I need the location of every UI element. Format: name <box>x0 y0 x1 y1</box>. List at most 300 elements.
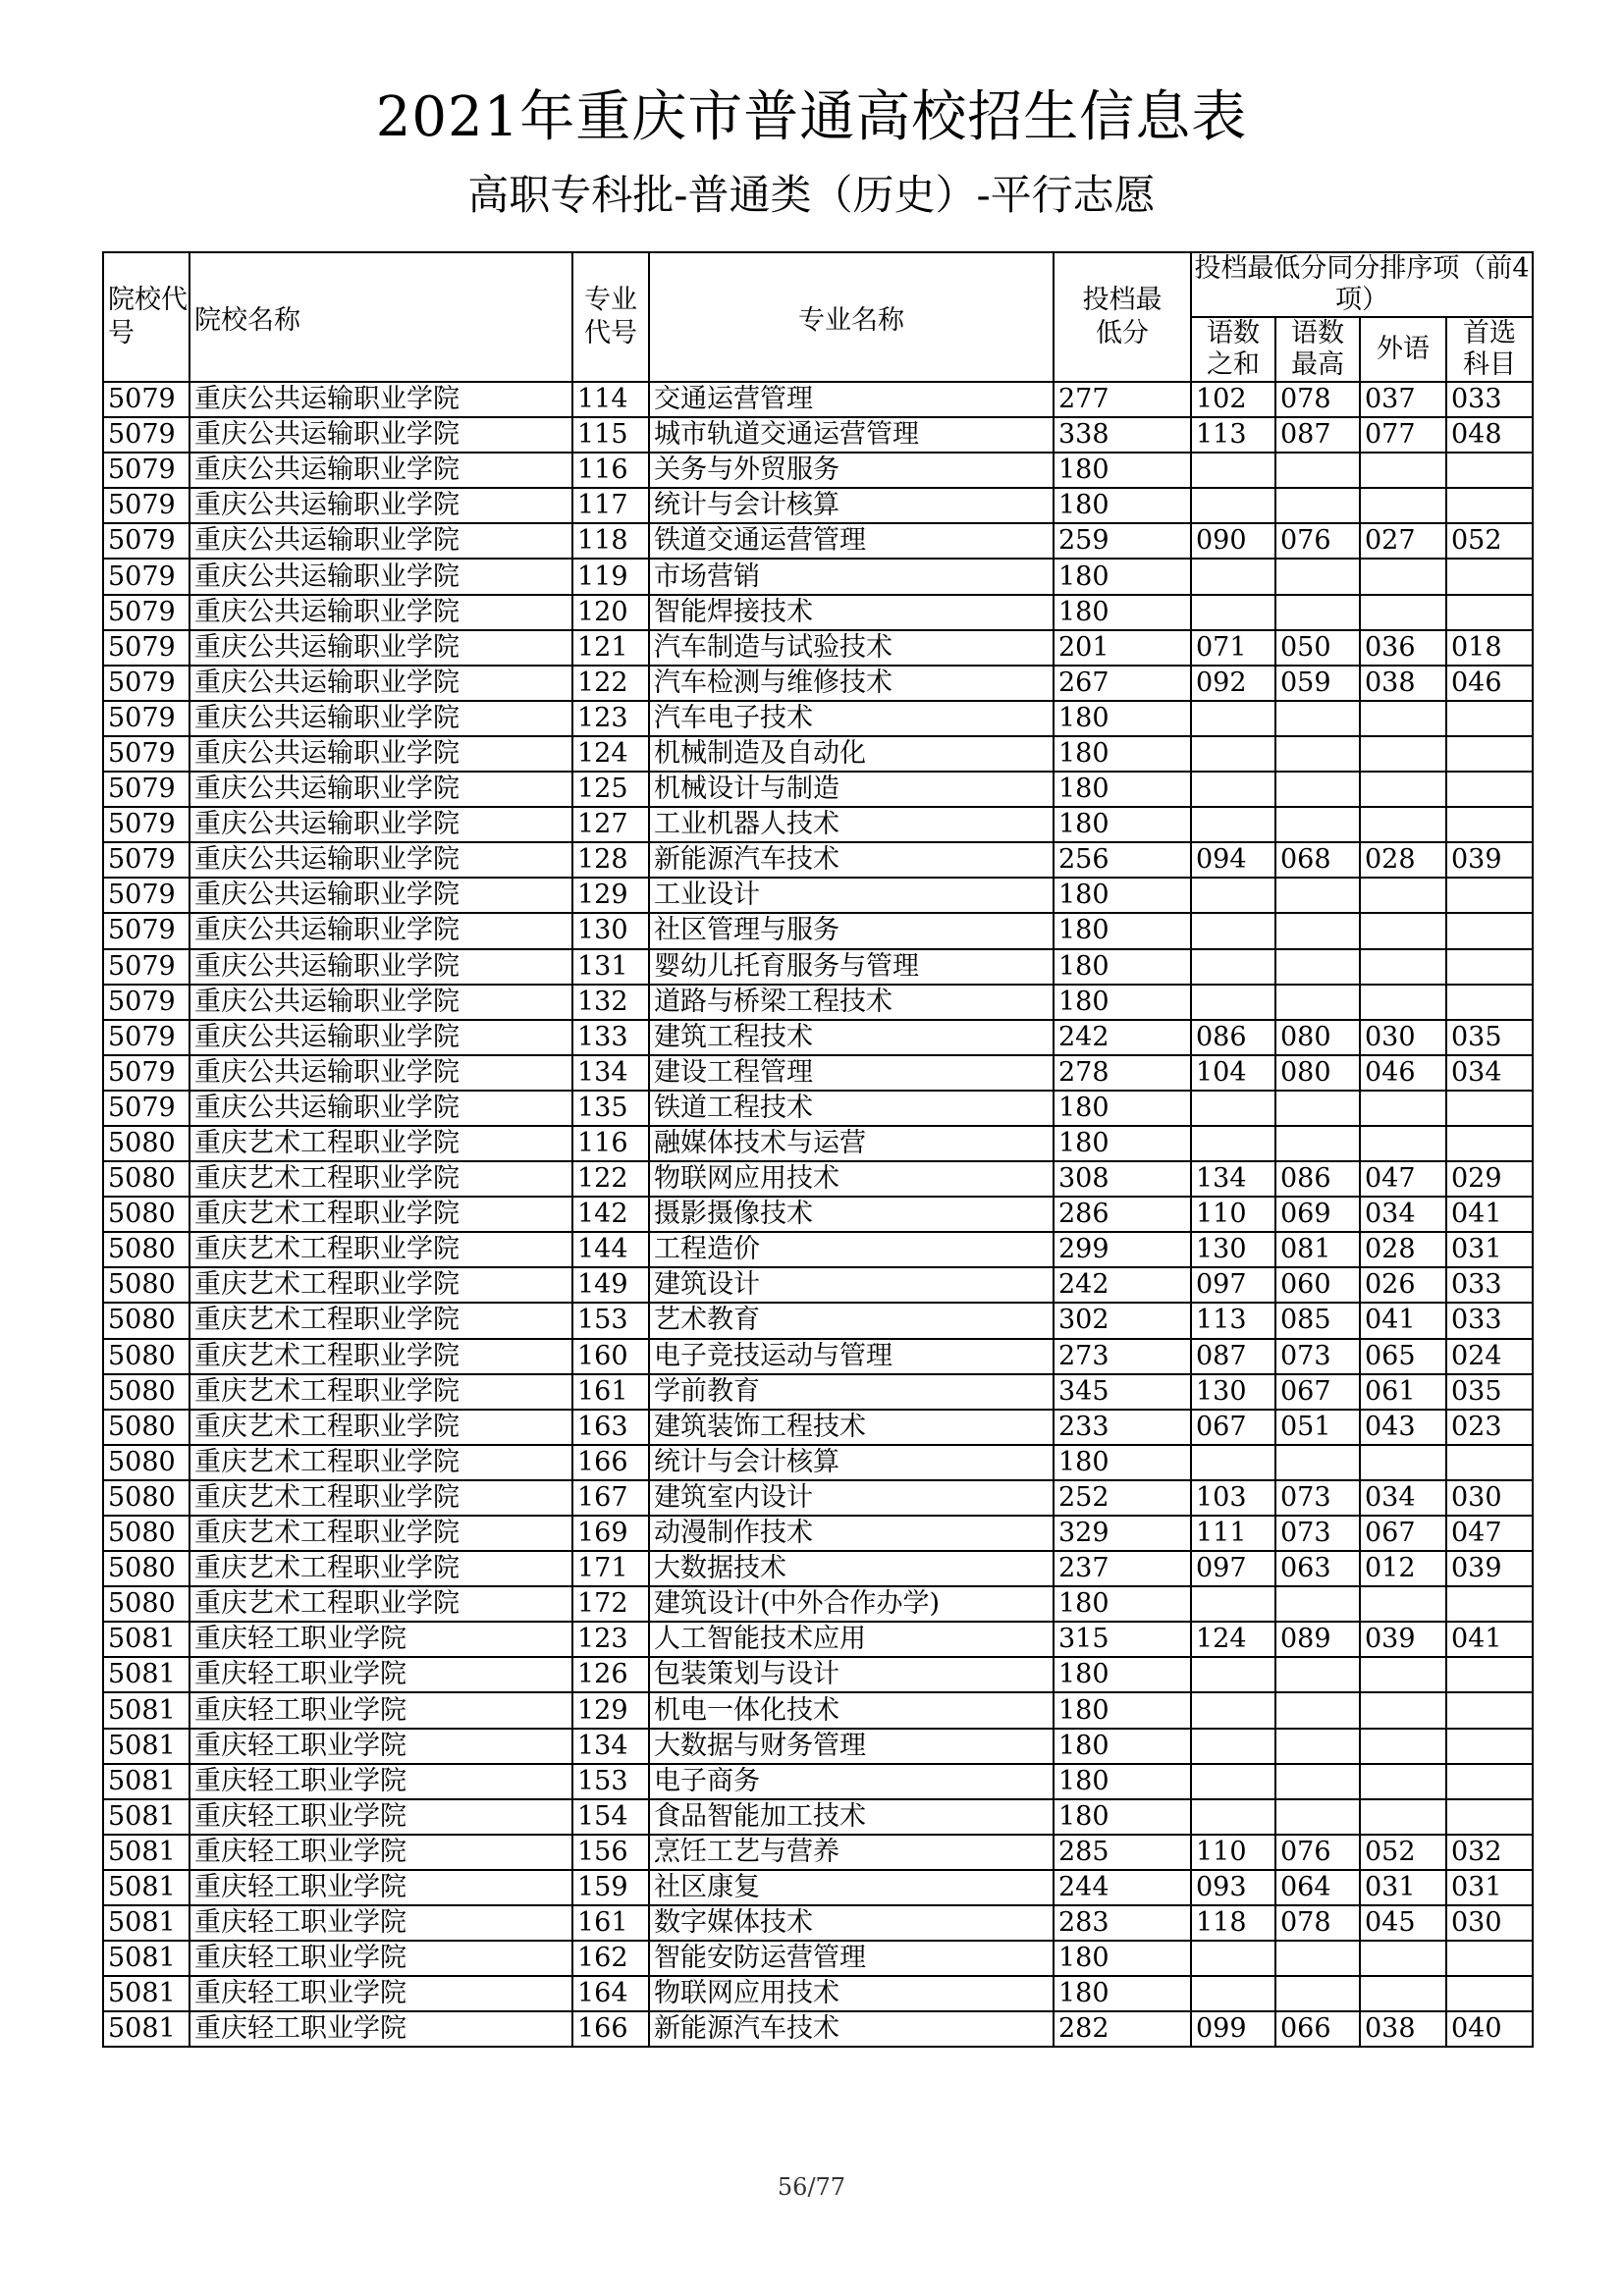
school-name-cell: 重庆公共运输职业学院 <box>189 595 572 630</box>
major-code-cell: 116 <box>572 453 649 488</box>
chinese-math-max-cell <box>1275 1941 1360 1976</box>
school-name-cell: 重庆轻工职业学院 <box>189 1941 572 1976</box>
chinese-math-sum-cell <box>1191 701 1275 736</box>
table-row <box>103 1941 1533 1976</box>
major-name-cell: 汽车检测与维修技术 <box>649 666 1054 701</box>
table-row <box>103 1445 1533 1480</box>
foreign-language-cell: 039 <box>1360 1622 1446 1657</box>
header-chinese-math-sum: 语数之和 <box>1191 317 1275 382</box>
header-major-name: 专业名称 <box>649 252 1054 382</box>
major-name-cell: 新能源汽车技术 <box>649 842 1054 878</box>
school-name-cell: 重庆公共运输职业学院 <box>189 842 572 878</box>
header-major-code: 专业代号 <box>572 252 649 382</box>
chinese-math-max-cell: 073 <box>1275 1480 1360 1516</box>
admission-table <box>102 251 1534 2048</box>
chinese-math-sum-cell <box>1191 1657 1275 1692</box>
chinese-math-max-cell <box>1275 1586 1360 1622</box>
school-name-cell: 重庆公共运输职业学院 <box>189 772 572 807</box>
major-name-cell: 包装策划与设计 <box>649 1657 1054 1692</box>
chinese-math-sum-cell: 087 <box>1191 1339 1275 1374</box>
table-row <box>103 1232 1533 1267</box>
major-code-cell: 118 <box>572 523 649 559</box>
major-code-cell: 123 <box>572 701 649 736</box>
chinese-math-max-cell: 078 <box>1275 382 1360 417</box>
chinese-math-max-cell: 067 <box>1275 1374 1360 1410</box>
table-row <box>103 1516 1533 1551</box>
chinese-math-sum-cell: 130 <box>1191 1232 1275 1267</box>
school-name-cell: 重庆艺术工程职业学院 <box>189 1197 572 1232</box>
chinese-math-sum-cell: 104 <box>1191 1055 1275 1091</box>
chinese-math-max-cell <box>1275 878 1360 913</box>
first-choice-cell: 031 <box>1446 1870 1533 1905</box>
chinese-math-max-cell: 073 <box>1275 1339 1360 1374</box>
min-score-cell: 180 <box>1054 1764 1191 1799</box>
min-score-cell: 285 <box>1054 1835 1191 1870</box>
school-name-cell: 重庆公共运输职业学院 <box>189 736 572 772</box>
major-code-cell: 171 <box>572 1551 649 1586</box>
table-row <box>103 1835 1533 1870</box>
first-choice-cell <box>1446 701 1533 736</box>
foreign-language-cell <box>1360 772 1446 807</box>
chinese-math-sum-cell <box>1191 1126 1275 1161</box>
chinese-math-sum-cell: 134 <box>1191 1161 1275 1197</box>
school-code-cell: 5081 <box>103 1941 189 1976</box>
chinese-math-sum-cell <box>1191 453 1275 488</box>
chinese-math-sum-cell: 103 <box>1191 1480 1275 1516</box>
chinese-math-sum-cell <box>1191 1445 1275 1480</box>
first-choice-cell <box>1446 1126 1533 1161</box>
school-code-cell: 5079 <box>103 630 189 666</box>
first-choice-cell <box>1446 595 1533 630</box>
chinese-math-max-cell <box>1275 1091 1360 1126</box>
chinese-math-max-cell: 080 <box>1275 1055 1360 1091</box>
chinese-math-sum-cell: 130 <box>1191 1374 1275 1410</box>
first-choice-cell <box>1446 1586 1533 1622</box>
school-name-cell: 重庆艺术工程职业学院 <box>189 1267 572 1303</box>
min-score-cell: 237 <box>1054 1551 1191 1586</box>
first-choice-cell: 030 <box>1446 1480 1533 1516</box>
school-code-cell: 5079 <box>103 595 189 630</box>
school-code-cell: 5081 <box>103 1976 189 2011</box>
school-code-cell: 5079 <box>103 736 189 772</box>
table-row <box>103 1126 1533 1161</box>
min-score-cell: 233 <box>1054 1410 1191 1445</box>
first-choice-cell <box>1446 559 1533 594</box>
school-code-cell: 5079 <box>103 559 189 594</box>
school-name-cell: 重庆公共运输职业学院 <box>189 453 572 488</box>
first-choice-cell: 030 <box>1446 1905 1533 1941</box>
chinese-math-max-cell <box>1275 807 1360 842</box>
foreign-language-cell: 034 <box>1360 1197 1446 1232</box>
chinese-math-max-cell <box>1275 913 1360 948</box>
min-score-cell: 302 <box>1054 1303 1191 1338</box>
chinese-math-max-cell <box>1275 559 1360 594</box>
min-score-cell: 315 <box>1054 1622 1191 1657</box>
foreign-language-cell <box>1360 1941 1446 1976</box>
school-code-cell: 5081 <box>103 2011 189 2047</box>
chinese-math-sum-cell: 110 <box>1191 1835 1275 1870</box>
school-code-cell: 5079 <box>103 949 189 985</box>
foreign-language-cell: 041 <box>1360 1303 1446 1338</box>
school-name-cell: 重庆轻工职业学院 <box>189 1799 572 1835</box>
school-code-cell: 5079 <box>103 1055 189 1091</box>
first-choice-cell <box>1446 1692 1533 1728</box>
table-row <box>103 1622 1533 1657</box>
major-name-cell: 道路与桥梁工程技术 <box>649 985 1054 1020</box>
chinese-math-max-cell: 068 <box>1275 842 1360 878</box>
school-name-cell: 重庆公共运输职业学院 <box>189 417 572 453</box>
foreign-language-cell: 034 <box>1360 1480 1446 1516</box>
chinese-math-sum-cell <box>1191 1764 1275 1799</box>
chinese-math-sum-cell <box>1191 736 1275 772</box>
chinese-math-sum-cell <box>1191 1091 1275 1126</box>
table-row <box>103 666 1533 701</box>
foreign-language-cell: 061 <box>1360 1374 1446 1410</box>
foreign-language-cell <box>1360 1799 1446 1835</box>
min-score-cell: 180 <box>1054 985 1191 1020</box>
min-score-cell: 180 <box>1054 1445 1191 1480</box>
chinese-math-max-cell: 080 <box>1275 1020 1360 1055</box>
chinese-math-max-cell: 064 <box>1275 1870 1360 1905</box>
chinese-math-sum-cell: 092 <box>1191 666 1275 701</box>
min-score-cell: 242 <box>1054 1020 1191 1055</box>
chinese-math-sum-cell: 113 <box>1191 1303 1275 1338</box>
major-name-cell: 数字媒体技术 <box>649 1905 1054 1941</box>
foreign-language-cell <box>1360 913 1446 948</box>
school-code-cell: 5079 <box>103 1091 189 1126</box>
major-name-cell: 物联网应用技术 <box>649 1161 1054 1197</box>
chinese-math-sum-cell <box>1191 559 1275 594</box>
table-row <box>103 382 1533 417</box>
page-number: 56/77 <box>777 2173 846 2201</box>
school-code-cell: 5081 <box>103 1622 189 1657</box>
first-choice-cell <box>1446 878 1533 913</box>
school-code-cell: 5080 <box>103 1126 189 1161</box>
foreign-language-cell <box>1360 1976 1446 2011</box>
table-row <box>103 453 1533 488</box>
major-code-cell: 161 <box>572 1374 649 1410</box>
table-row <box>103 1410 1533 1445</box>
foreign-language-cell <box>1360 736 1446 772</box>
school-code-cell: 5080 <box>103 1445 189 1480</box>
foreign-language-cell: 045 <box>1360 1905 1446 1941</box>
school-code-cell: 5079 <box>103 807 189 842</box>
table-row <box>103 736 1533 772</box>
major-code-cell: 156 <box>572 1835 649 1870</box>
school-code-cell: 5081 <box>103 1870 189 1905</box>
major-name-cell: 建筑设计 <box>649 1267 1054 1303</box>
school-name-cell: 重庆公共运输职业学院 <box>189 949 572 985</box>
min-score-cell: 345 <box>1054 1374 1191 1410</box>
major-code-cell: 153 <box>572 1303 649 1338</box>
chinese-math-sum-cell <box>1191 949 1275 985</box>
first-choice-cell <box>1446 736 1533 772</box>
school-code-cell: 5079 <box>103 701 189 736</box>
foreign-language-cell: 028 <box>1360 1232 1446 1267</box>
major-name-cell: 关务与外贸服务 <box>649 453 1054 488</box>
min-score-cell: 308 <box>1054 1161 1191 1197</box>
min-score-cell: 180 <box>1054 1091 1191 1126</box>
major-code-cell: 116 <box>572 1126 649 1161</box>
major-code-cell: 162 <box>572 1941 649 1976</box>
school-code-cell: 5080 <box>103 1480 189 1516</box>
first-choice-cell <box>1446 949 1533 985</box>
foreign-language-cell <box>1360 1729 1446 1764</box>
major-name-cell: 婴幼儿托育服务与管理 <box>649 949 1054 985</box>
first-choice-cell: 023 <box>1446 1410 1533 1445</box>
chinese-math-max-cell: 087 <box>1275 417 1360 453</box>
major-name-cell: 建筑设计(中外合作办学) <box>649 1586 1054 1622</box>
major-name-cell: 工业机器人技术 <box>649 807 1054 842</box>
header-first-choice-subject: 首选科目 <box>1446 317 1533 382</box>
min-score-cell: 180 <box>1054 1941 1191 1976</box>
first-choice-cell <box>1446 488 1533 523</box>
major-code-cell: 169 <box>572 1516 649 1551</box>
school-code-cell: 5079 <box>103 417 189 453</box>
min-score-cell: 180 <box>1054 453 1191 488</box>
foreign-language-cell: 047 <box>1360 1161 1446 1197</box>
school-code-cell: 5080 <box>103 1161 189 1197</box>
table-row <box>103 1764 1533 1799</box>
min-score-cell: 282 <box>1054 2011 1191 2047</box>
foreign-language-cell <box>1360 1091 1446 1126</box>
chinese-math-max-cell: 076 <box>1275 523 1360 559</box>
chinese-math-max-cell <box>1275 1729 1360 1764</box>
first-choice-cell: 018 <box>1446 630 1533 666</box>
school-name-cell: 重庆公共运输职业学院 <box>189 666 572 701</box>
major-name-cell: 食品智能加工技术 <box>649 1799 1054 1835</box>
major-code-cell: 163 <box>572 1410 649 1445</box>
major-name-cell: 新能源汽车技术 <box>649 2011 1054 2047</box>
min-score-cell: 242 <box>1054 1267 1191 1303</box>
major-name-cell: 电子商务 <box>649 1764 1054 1799</box>
min-score-cell: 299 <box>1054 1232 1191 1267</box>
major-code-cell: 160 <box>572 1339 649 1374</box>
foreign-language-cell: 067 <box>1360 1516 1446 1551</box>
min-score-cell: 244 <box>1054 1870 1191 1905</box>
table-row <box>103 595 1533 630</box>
major-code-cell: 166 <box>572 1445 649 1480</box>
major-code-cell: 124 <box>572 736 649 772</box>
table-row <box>103 1692 1533 1728</box>
major-name-cell: 智能安防运营管理 <box>649 1941 1054 1976</box>
min-score-cell: 259 <box>1054 523 1191 559</box>
chinese-math-sum-cell <box>1191 1586 1275 1622</box>
major-code-cell: 135 <box>572 1091 649 1126</box>
major-code-cell: 130 <box>572 913 649 948</box>
major-name-cell: 人工智能技术应用 <box>649 1622 1054 1657</box>
school-code-cell: 5079 <box>103 488 189 523</box>
chinese-math-sum-cell: 111 <box>1191 1516 1275 1551</box>
first-choice-cell: 048 <box>1446 417 1533 453</box>
major-code-cell: 161 <box>572 1905 649 1941</box>
min-score-cell: 201 <box>1054 630 1191 666</box>
major-name-cell: 建筑装饰工程技术 <box>649 1410 1054 1445</box>
chinese-math-max-cell <box>1275 772 1360 807</box>
header-chinese-math-max: 语数最高 <box>1275 317 1360 382</box>
chinese-math-sum-cell <box>1191 772 1275 807</box>
foreign-language-cell: 027 <box>1360 523 1446 559</box>
chinese-math-max-cell: 059 <box>1275 666 1360 701</box>
table-row <box>103 1303 1533 1338</box>
first-choice-cell: 052 <box>1446 523 1533 559</box>
min-score-cell: 180 <box>1054 949 1191 985</box>
school-code-cell: 5080 <box>103 1267 189 1303</box>
major-code-cell: 119 <box>572 559 649 594</box>
major-name-cell: 统计与会计核算 <box>649 1445 1054 1480</box>
school-code-cell: 5081 <box>103 1692 189 1728</box>
chinese-math-sum-cell <box>1191 1729 1275 1764</box>
first-choice-cell: 041 <box>1446 1197 1533 1232</box>
min-score-cell: 180 <box>1054 1657 1191 1692</box>
major-name-cell: 烹饪工艺与营养 <box>649 1835 1054 1870</box>
chinese-math-sum-cell: 086 <box>1191 1020 1275 1055</box>
table-row <box>103 559 1533 594</box>
table-body <box>103 382 1533 2047</box>
chinese-math-max-cell: 076 <box>1275 1835 1360 1870</box>
major-code-cell: 164 <box>572 1976 649 2011</box>
major-name-cell: 社区管理与服务 <box>649 913 1054 948</box>
school-code-cell: 5081 <box>103 1729 189 1764</box>
first-choice-cell <box>1446 1941 1533 1976</box>
first-choice-cell: 031 <box>1446 1232 1533 1267</box>
first-choice-cell <box>1446 985 1533 1020</box>
min-score-cell: 329 <box>1054 1516 1191 1551</box>
major-name-cell: 城市轨道交通运营管理 <box>649 417 1054 453</box>
chinese-math-max-cell: 069 <box>1275 1197 1360 1232</box>
school-code-cell: 5079 <box>103 523 189 559</box>
min-score-cell: 180 <box>1054 488 1191 523</box>
table-row <box>103 1055 1533 1091</box>
chinese-math-max-cell: 051 <box>1275 1410 1360 1445</box>
foreign-language-cell <box>1360 1586 1446 1622</box>
foreign-language-cell <box>1360 985 1446 1020</box>
foreign-language-cell <box>1360 1445 1446 1480</box>
chinese-math-max-cell <box>1275 949 1360 985</box>
school-code-cell: 5079 <box>103 1020 189 1055</box>
first-choice-cell: 034 <box>1446 1055 1533 1091</box>
first-choice-cell <box>1446 1729 1533 1764</box>
table-row <box>103 772 1533 807</box>
school-code-cell: 5080 <box>103 1586 189 1622</box>
school-name-cell: 重庆公共运输职业学院 <box>189 807 572 842</box>
school-name-cell: 重庆艺术工程职业学院 <box>189 1551 572 1586</box>
first-choice-cell: 041 <box>1446 1622 1533 1657</box>
major-code-cell: 129 <box>572 1692 649 1728</box>
school-name-cell: 重庆公共运输职业学院 <box>189 523 572 559</box>
major-code-cell: 126 <box>572 1657 649 1692</box>
chinese-math-max-cell <box>1275 1445 1360 1480</box>
foreign-language-cell: 036 <box>1360 630 1446 666</box>
major-code-cell: 134 <box>572 1055 649 1091</box>
first-choice-cell <box>1446 1764 1533 1799</box>
min-score-cell: 180 <box>1054 913 1191 948</box>
major-code-cell: 167 <box>572 1480 649 1516</box>
major-name-cell: 建设工程管理 <box>649 1055 1054 1091</box>
min-score-cell: 180 <box>1054 595 1191 630</box>
school-code-cell: 5081 <box>103 1835 189 1870</box>
major-code-cell: 128 <box>572 842 649 878</box>
min-score-cell: 180 <box>1054 736 1191 772</box>
chinese-math-sum-cell <box>1191 1692 1275 1728</box>
table-row <box>103 1020 1533 1055</box>
chinese-math-sum-cell: 124 <box>1191 1622 1275 1657</box>
first-choice-cell: 029 <box>1446 1161 1533 1197</box>
major-code-cell: 172 <box>572 1586 649 1622</box>
chinese-math-max-cell <box>1275 453 1360 488</box>
foreign-language-cell: 030 <box>1360 1020 1446 1055</box>
school-code-cell: 5080 <box>103 1516 189 1551</box>
foreign-language-cell: 012 <box>1360 1551 1446 1586</box>
major-name-cell: 物联网应用技术 <box>649 1976 1054 2011</box>
table-row <box>103 1905 1533 1941</box>
major-code-cell: 166 <box>572 2011 649 2047</box>
table-row <box>103 1551 1533 1586</box>
major-code-cell: 114 <box>572 382 649 417</box>
first-choice-cell <box>1446 453 1533 488</box>
first-choice-cell: 032 <box>1446 1835 1533 1870</box>
first-choice-cell <box>1446 807 1533 842</box>
major-code-cell: 132 <box>572 985 649 1020</box>
major-code-cell: 122 <box>572 1161 649 1197</box>
school-code-cell: 5081 <box>103 1905 189 1941</box>
first-choice-cell: 035 <box>1446 1374 1533 1410</box>
chinese-math-sum-cell <box>1191 1941 1275 1976</box>
table-row <box>103 417 1533 453</box>
table-row <box>103 807 1533 842</box>
school-code-cell: 5079 <box>103 878 189 913</box>
chinese-math-max-cell <box>1275 1976 1360 2011</box>
table-row <box>103 1799 1533 1835</box>
first-choice-cell: 039 <box>1446 1551 1533 1586</box>
school-code-cell: 5081 <box>103 1799 189 1835</box>
school-code-cell: 5079 <box>103 382 189 417</box>
table-row <box>103 1480 1533 1516</box>
major-name-cell: 社区康复 <box>649 1870 1054 1905</box>
min-score-cell: 267 <box>1054 666 1191 701</box>
table-row <box>103 701 1533 736</box>
foreign-language-cell: 038 <box>1360 2011 1446 2047</box>
major-name-cell: 铁道工程技术 <box>649 1091 1054 1126</box>
chinese-math-max-cell: 063 <box>1275 1551 1360 1586</box>
table-row <box>103 949 1533 985</box>
major-code-cell: 121 <box>572 630 649 666</box>
major-name-cell: 工程造价 <box>649 1232 1054 1267</box>
foreign-language-cell <box>1360 1657 1446 1692</box>
school-name-cell: 重庆公共运输职业学院 <box>189 488 572 523</box>
first-choice-cell <box>1446 1799 1533 1835</box>
first-choice-cell <box>1446 1657 1533 1692</box>
major-code-cell: 123 <box>572 1622 649 1657</box>
school-name-cell: 重庆轻工职业学院 <box>189 1622 572 1657</box>
chinese-math-sum-cell <box>1191 595 1275 630</box>
min-score-cell: 180 <box>1054 1126 1191 1161</box>
table-row <box>103 1339 1533 1374</box>
major-name-cell: 融媒体技术与运营 <box>649 1126 1054 1161</box>
school-code-cell: 5079 <box>103 453 189 488</box>
major-code-cell: 131 <box>572 949 649 985</box>
major-code-cell: 122 <box>572 666 649 701</box>
school-code-cell: 5080 <box>103 1303 189 1338</box>
major-name-cell: 汽车电子技术 <box>649 701 1054 736</box>
school-name-cell: 重庆艺术工程职业学院 <box>189 1126 572 1161</box>
header-school-code: 院校代号 <box>103 252 189 382</box>
min-score-cell: 273 <box>1054 1339 1191 1374</box>
foreign-language-cell <box>1360 878 1446 913</box>
first-choice-cell: 040 <box>1446 2011 1533 2047</box>
foreign-language-cell <box>1360 1764 1446 1799</box>
chinese-math-max-cell <box>1275 1657 1360 1692</box>
